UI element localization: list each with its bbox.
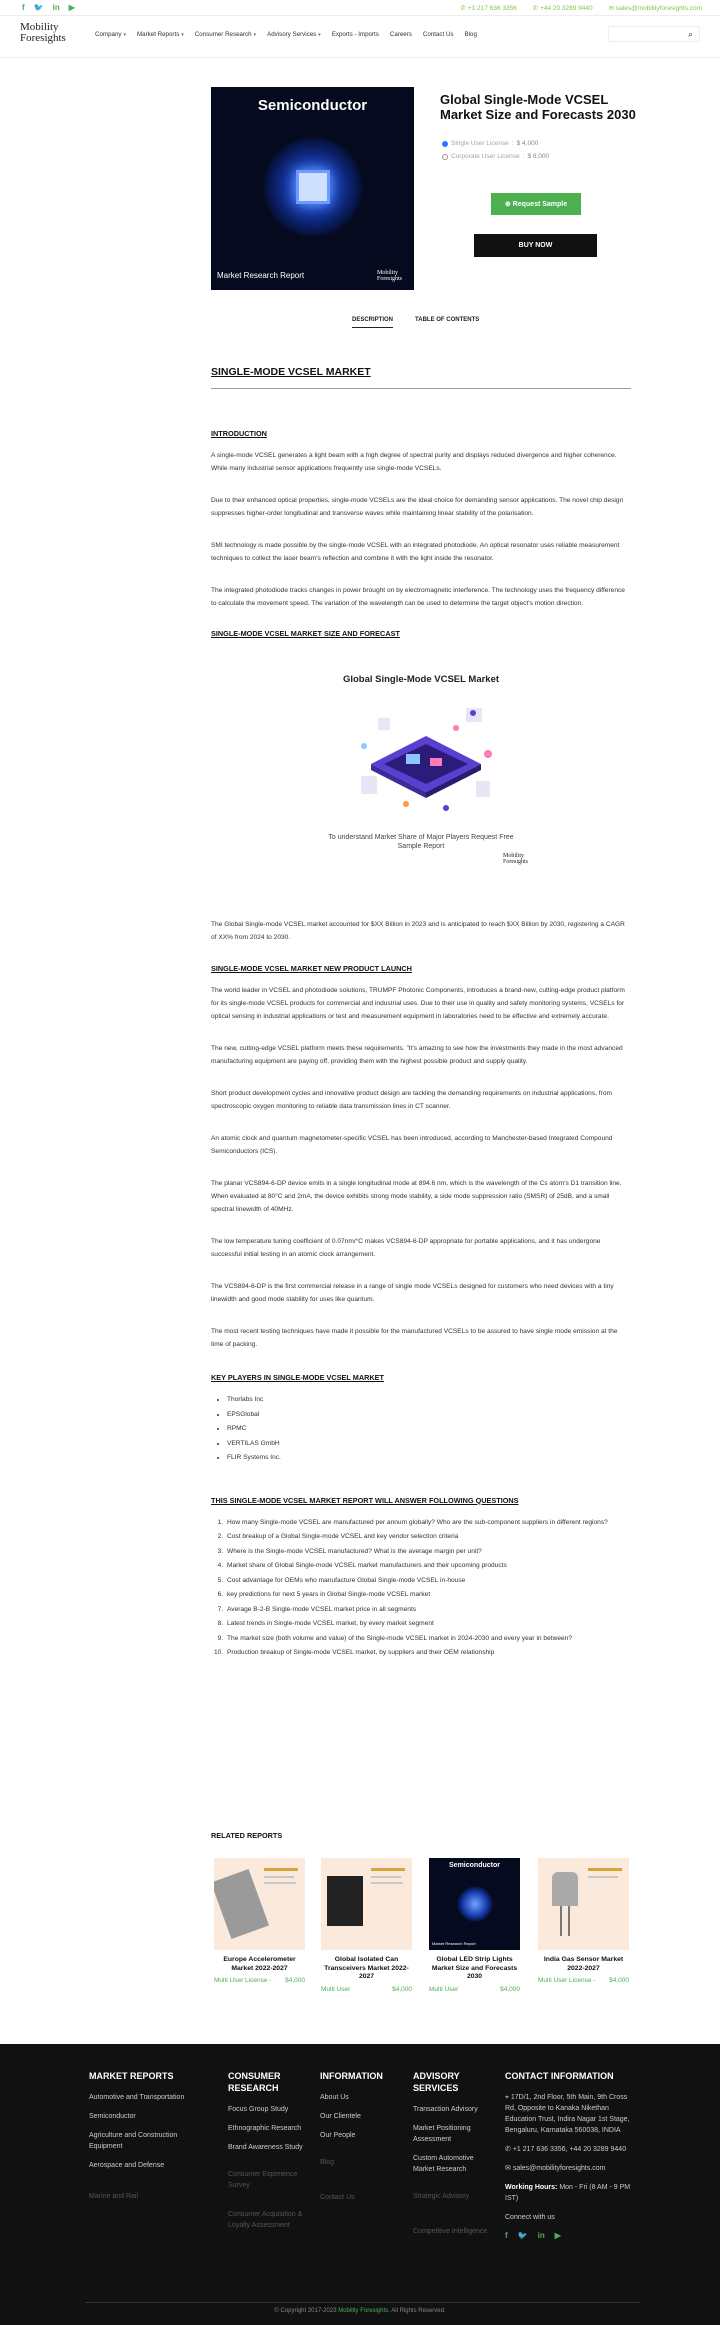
social-links [22, 3, 75, 12]
list-item: 1. How many Single-mode VCSEL are manufactured per annum globally? Who are the sub-component suppliers in different regions? [225, 1516, 631, 1531]
players-list [227, 1393, 631, 1466]
nav-item-5[interactable]: Careers [389, 31, 412, 38]
related-name[interactable]: Global LED Strip Lights Market Size and Forecasts 2030 [431, 1956, 518, 1980]
request-sample-button[interactable]: ⊕ Request Sample [491, 193, 581, 215]
footer-link[interactable]: Consumer Experience Survey [228, 2171, 298, 2189]
youtube-icon[interactable]: ▶ [554, 2231, 561, 2240]
report-description [211, 366, 631, 1721]
nav-item-3[interactable]: Advisory Services ▾ [267, 31, 321, 38]
market-figure[interactable] [211, 668, 631, 888]
footer-divider [85, 2302, 640, 2303]
intro-heading: INTRODUCTION [211, 429, 267, 438]
footer-advisory: ADVISORY SERVICES Transaction Advisory Market Positioning Assessment Custom Automotive Market Research Strategic Advisory Competitive Intelligence [413, 2070, 493, 2245]
mail-icon: ✉ [505, 2165, 513, 2172]
footer-information: INFORMATION About Us Our Clientele Our People Blog Contact Us [320, 2070, 400, 2211]
list-item: 3. Where is the Single-mode VCSEL manufactured? What is the average margin per unit? [225, 1545, 631, 1560]
list-item: • FLIR Systems Inc. [227, 1451, 631, 1466]
plus-icon: ⊕ [504, 201, 513, 208]
footer-link[interactable]: Custom Automotive Market Research [413, 2155, 474, 2173]
paragraph: The low temperature tuning coefficient of 0.07nm/°C makes VCS894-6-DP appropriate for portable applications, and it has undergone successful initial testing in an atomic clock arrangement. [211, 1238, 601, 1258]
footer-link[interactable]: Strategic Advisory [413, 2193, 470, 2200]
questions-heading: THIS SINGLE-MODE VCSEL MARKET REPORT WILL ANSWER FOLLOWING QUESTIONS [211, 1495, 519, 1505]
footer-link[interactable]: About Us [320, 2094, 349, 2101]
main-heading: SINGLE-MODE VCSEL MARKET [211, 366, 631, 389]
players-heading: KEY PLAYERS IN SINGLE-MODE VCSEL MARKET [211, 1373, 384, 1382]
copyright: © Copyright 2017-2023 Mobility Foresights. All Rights Reserved. [274, 2308, 446, 2314]
list-item: 4. Market share of Global Single-mode VCSEL market manufacturers and their upcoming products [225, 1559, 631, 1574]
footer-link[interactable]: Aerospace and Defense [89, 2162, 165, 2169]
paragraph: Due to their enhanced optical properties, single-mode VCSELs are the ideal choice for demanding sensor applications. The novel chip design suppresses higher-order longitudinal and transverse waves while maintaining linear stability of the polarisation. [211, 497, 624, 517]
paragraph: The integrated photodiode tracks changes in power brought on by electromagnetic interference. The technology uses the frequency difference to calculate the movement speed. The variation of the wavelength can be used to determine the target object's motion direction. [211, 587, 625, 607]
chevron-down-icon: ▾ [318, 32, 321, 38]
sensor-icon [214, 1869, 269, 1939]
chevron-down-icon: ▾ [253, 32, 257, 38]
paragraph: The world leader in VCSEL and photodiode solutions, TRUMPF Photonic Components, introduces a brand-new, cutting-edge product platform for its single-mode VCSEL products for commercial and industrial uses. Due to their use in quality and safety monitoring systems, VCSELs for optical sensing in industrial applications or test and measurement equipment in laboratories need to be effective and extremely accurate. [211, 987, 625, 1020]
list-item: • RPMC [227, 1422, 631, 1437]
related-image[interactable] [321, 1858, 412, 1950]
size-heading: SINGLE-MODE VCSEL MARKET SIZE AND FORECAST [211, 629, 400, 638]
footer-link[interactable]: Focus Group Study [228, 2106, 289, 2113]
gas-sensor-icon [552, 1872, 578, 1906]
main-nav [95, 31, 477, 38]
paragraph: The most recent testing techniques have made it possible for the manufactured VCSELs to be assured to have single mode emission at the time of packing. [211, 1328, 618, 1348]
related-heading: RELATED REPORTS [211, 1831, 283, 1840]
address: ⌖ 17D/1, 2nd Floor, 5th Main, 9th Cross Rd, Opposite to Kanaka Nikethan Education Trust, Indira Nagar 1st Stage, Bengaluru, Karnataka 560038, INDIA [505, 2094, 630, 2134]
paragraph: The Global Single-mode VCSEL market accounted for $XX Billion in 2023 and is anticipated to reach $XX Billion by 2030, registering a CAGR of XX% from 2024 to 2030. [211, 921, 625, 941]
footer-link[interactable]: Automotive and Transportation [89, 2094, 185, 2101]
top-bar [0, 0, 720, 16]
product-image [211, 87, 414, 290]
figure-logo: Mobility Foresights [503, 853, 529, 865]
site-logo[interactable]: Mobility Foresights [20, 21, 66, 44]
list-item: 7. Average B-2-B Single-mode VCSEL market price in all segments [225, 1603, 631, 1618]
youtube-icon[interactable]: ▶ [68, 3, 75, 12]
footer-link[interactable]: Market Positioning Assessment [413, 2125, 471, 2143]
footer-link[interactable]: Competitive Intelligence [413, 2228, 488, 2235]
paragraph: SMI technology is made possible by the single-mode VCSEL with an integrated photodiode. An optical resonator uses reliable measurement techniques to collect the laser beam's reflection and combine it with the light inside the resonator. [211, 542, 620, 562]
license-single[interactable]: Single User License : $ 4,000 [442, 140, 538, 147]
phone-icon: ✆ [505, 2146, 513, 2153]
paragraph: Short product development cycles and innovative product design are tackling the demanding requirements on industrial applications, from spectroscopic oxygen monitoring to reliable data transmission lines in CT scanner. [211, 1090, 612, 1110]
chevron-down-icon: ▾ [123, 32, 126, 38]
nav-item-6[interactable]: Contact Us [422, 31, 454, 38]
chip-icon [296, 170, 330, 204]
footer-contact: CONTACT INFORMATION ⌖ 17D/1, 2nd Floor, 5th Main, 9th Cross Rd, Opposite to Kanaka Nikethan Education Trust, Indira Nagar 1st Stage, Bengaluru, Karnataka 560038, INDIA ✆ +1 217 636 3356, +44 20 3289 9440 ✉ sales@mobilityforesights.com Working Hours: Mon - Fri (8 AM - 9 PM IST) Connect with us f 🐦 in ▶ [505, 2070, 635, 2240]
facebook-icon[interactable]: f [505, 2231, 508, 2240]
figure-caption[interactable]: To understand Market Share of Major Players Request Free Sample Report [328, 834, 514, 850]
related-image[interactable] [214, 1858, 305, 1950]
twitter-icon[interactable]: 🐦 [33, 3, 44, 12]
facebook-icon[interactable]: f [22, 3, 25, 12]
footer-link[interactable]: Our Clientele [320, 2113, 361, 2120]
chevron-down-icon: ▾ [181, 32, 184, 38]
list-item: 10. Production breakup of Single-mode VCSEL market, by suppliers and their OEM relationship [225, 1646, 631, 1661]
footer-link[interactable]: Our People [320, 2132, 356, 2139]
search-icon[interactable]: ⌕ [687, 29, 693, 39]
chip-icon [457, 1886, 493, 1922]
list-item: 6. key predictions for next 5 years in Global Single-mode VCSEL market [225, 1588, 631, 1603]
license-corporate[interactable]: Corporate User License : $ 8,000 [442, 153, 549, 160]
footer-consumer-research: CONSUMER RESEARCH Focus Group Study Ethnographic Research Brand Awareness Study Consumer Experience Survey Consumer Acquisition & Loyalty Assessment [228, 2070, 316, 2239]
nav-item-2[interactable]: Consumer Research ▾ [194, 31, 257, 38]
figure-title: Global Single-Mode VCSEL Market [342, 674, 500, 685]
questions-list [225, 1516, 631, 1661]
mail-icon: ✉ [608, 5, 616, 12]
list-item: 5. Cost advantage for OEMs who manufacture Global Single-mode VCSEL in-house [225, 1574, 631, 1589]
site-footer [0, 2044, 720, 2325]
phone-1[interactable]: ✆ +1 217 636 3356 [460, 5, 517, 12]
footer-social [505, 2231, 635, 2240]
footer-link[interactable]: Transaction Advisory [413, 2106, 478, 2113]
ic-icon [327, 1876, 363, 1926]
paragraph: The planar VCS894-6-DP device emits in a single longitudinal mode at 894.6 nm, which is the wavelength of the Cs atom's D1 transition line. When evaluated at 80°C and 2mA, the device exhibits strong mode stability, a side mode suppression ratio (SMSR) of 25dB, and a small spectral linewidth of 40MHz. [211, 1180, 622, 1213]
list-item: 8. Latest trends in Single-mode VCSEL market, by every market segment [225, 1617, 631, 1632]
paragraph: An atomic clock and quantum magnetometer-specific VCSEL has been introduced, according to Manchester-based Integrated Compound Semiconductors (ICS). [211, 1135, 613, 1155]
nav-item-7[interactable]: Blog [464, 31, 477, 38]
product-image-footer: Market Research Report [217, 271, 305, 280]
nav-item-4[interactable]: Exports - Imports [331, 31, 379, 38]
top-contact [461, 4, 702, 12]
list-item: • VERTILAS GmbH [227, 1437, 631, 1452]
product-tabs [352, 317, 479, 328]
footer-email[interactable]: ✉ sales@mobilityforesights.com [505, 2165, 606, 2172]
related-name[interactable]: Global Isolated Can Transceivers Market 2022-2027 [324, 1956, 409, 1980]
list-item: 2. Cost breakup of a Global Single-mode VCSEL and key vendor selection criteria [225, 1530, 631, 1545]
product-image-title: Semiconductor [257, 97, 368, 114]
radio-icon[interactable] [442, 141, 448, 147]
connect-label: Connect with us [505, 2214, 555, 2221]
tab-description[interactable]: DESCRIPTION [352, 317, 393, 328]
list-item: 9. The market size (both volume and value) of the Single-mode VCSEL market in 2024-2030 and every year in between? [225, 1632, 631, 1647]
list-item: • EPSGlobal [227, 1408, 631, 1423]
search-box[interactable] [608, 26, 700, 42]
phone-icon: ✆ [532, 5, 541, 12]
related-card[interactable]: Global Isolated Can Transceivers Market 2022-2027 Multi User $4,000 [321, 1858, 412, 1993]
footer-link[interactable]: Agriculture and Construction Equipment [89, 2132, 178, 2150]
footer-link[interactable]: Brand Awareness Study [228, 2144, 303, 2151]
buy-now-button[interactable]: BUY NOW [474, 234, 597, 257]
product-image-logo: Mobility Foresights [376, 270, 402, 282]
tab-table-of-contents[interactable]: TABLE OF CONTENTS [415, 317, 480, 323]
paragraph: The VCS894-6-DP is the first commercial release in a range of single mode VCSELs designed for customers who need devices with a tiny linewidth and good mode stability for uses like quantum. [211, 1283, 614, 1303]
footer-link[interactable]: Ethnographic Research [228, 2125, 302, 2132]
launch-heading: SINGLE-MODE VCSEL MARKET NEW PRODUCT LAUNCH [211, 964, 412, 973]
footer-link[interactable]: Consumer Acquisition & Loyalty Assessment [228, 2211, 303, 2229]
related-card[interactable]: Europe Accelerometer Market 2022-2027 Multi User License - $4,000 [214, 1858, 305, 1984]
related-image[interactable] [538, 1858, 629, 1950]
list-item: • Thorlabs Inc [227, 1393, 631, 1408]
isometric-illustration [346, 696, 506, 821]
related-name[interactable]: India Gas Sensor Market 2022-2027 [543, 1956, 624, 1972]
email-link[interactable]: ✉ sales@mobilityforesights.com [608, 5, 702, 12]
paragraph: A single-mode VCSEL generates a light beam with a high degree of spectral purity and displays reduced divergence and higher coherence. While many industrial sensor applications frequently use single-mode VCSELs. [211, 452, 617, 472]
linkedin-icon[interactable]: in [537, 2231, 545, 2240]
footer-market-reports: MARKET REPORTS Automotive and Transportation Semiconductor Agriculture and Construction Equipment Aerospace and Defense Marine and Rail [89, 2070, 209, 2210]
phone-icon: ✆ [460, 5, 468, 12]
phone-2[interactable]: ✆ +44 20 3289 9440 [532, 5, 593, 12]
related-image[interactable]: Semiconductor Market Research Report [429, 1858, 520, 1950]
related-name[interactable]: Europe Accelerometer Market 2022-2027 [223, 1956, 296, 1972]
footer-phones[interactable]: ✆ +1 217 636 3356, +44 20 3289 9440 [505, 2146, 627, 2153]
radio-icon[interactable] [442, 154, 448, 160]
footer-link[interactable]: Blog [320, 2159, 335, 2166]
nav-item-0[interactable]: Company ▾ [95, 31, 126, 38]
footer-link[interactable]: Contact Us [320, 2194, 355, 2201]
main-header [0, 16, 720, 58]
nav-item-1[interactable]: Market Reports ▾ [137, 31, 184, 38]
twitter-icon[interactable]: 🐦 [517, 2231, 528, 2240]
footer-link[interactable]: Semiconductor [89, 2113, 136, 2120]
footer-link[interactable]: Marine and Rail [89, 2193, 139, 2200]
working-hours: Working Hours: Mon - Fri (8 AM - 9 PM IST) [505, 2184, 631, 2202]
location-icon: ⌖ [505, 2094, 511, 2101]
related-card[interactable]: India Gas Sensor Market 2022-2027 Multi User License - $4,000 [538, 1858, 629, 1984]
related-card[interactable]: Semiconductor Market Research Report Global LED Strip Lights Market Size and Forecasts 2030 Multi User $4,000 [429, 1858, 520, 1993]
product-title: Global Single-Mode VCSEL Market Size and Forecasts 2030 [440, 92, 636, 122]
linkedin-icon[interactable]: in [52, 3, 60, 12]
paragraph: The new, cutting-edge VCSEL platform meets these requirements. "It's amazing to see how the investments they made in the most advanced manufacturing equipment are paying off, providing them with the highest possible product and supply quality. [211, 1045, 623, 1065]
